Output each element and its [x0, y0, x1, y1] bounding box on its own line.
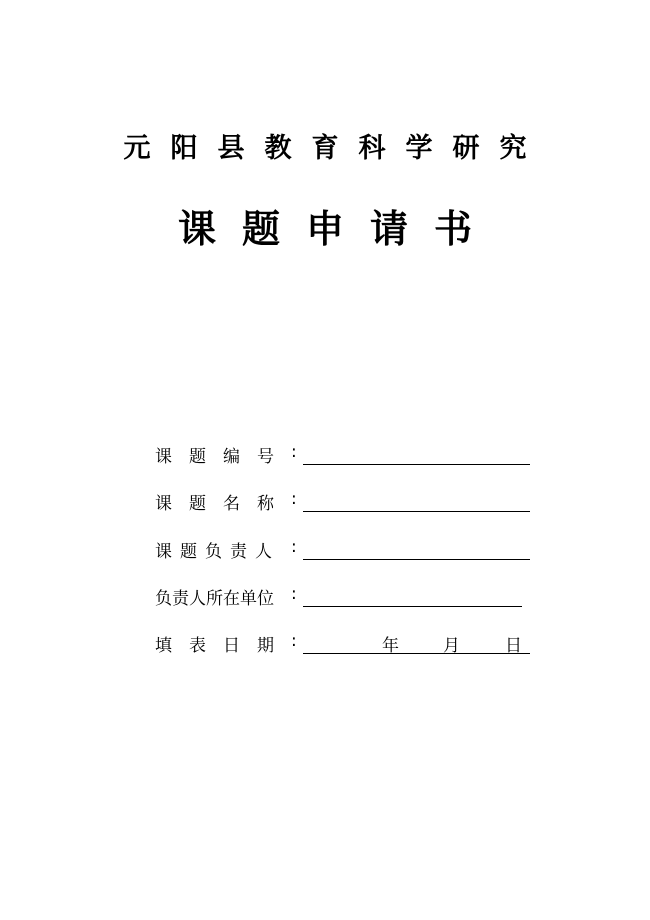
date-day-label: 日 [505, 636, 522, 656]
fill-date-blank-line[interactable] [303, 653, 530, 654]
date-year-label: 年 [382, 636, 399, 656]
field-label: 填表日期 [155, 636, 291, 656]
field-colon: : [291, 442, 297, 462]
field-label: 课题编号 [155, 447, 291, 467]
field-colon: : [291, 584, 297, 604]
field-label: 课题负责人 [155, 542, 280, 562]
project-leader-blank-line[interactable] [303, 559, 530, 560]
document-title-main: 课题申请书 [177, 207, 498, 251]
leader-unit-blank-line[interactable] [303, 606, 522, 607]
field-label: 课题名称 [155, 494, 291, 514]
document-title-organization: 元阳县教育科学研究 [123, 133, 547, 164]
date-month-label: 月 [443, 636, 460, 656]
field-label: 负责人所在单位 [155, 589, 274, 609]
field-colon: : [291, 631, 297, 651]
project-number-blank-line[interactable] [303, 464, 530, 465]
field-colon: : [291, 489, 297, 509]
project-name-blank-line[interactable] [303, 511, 530, 512]
field-colon: : [291, 537, 297, 557]
